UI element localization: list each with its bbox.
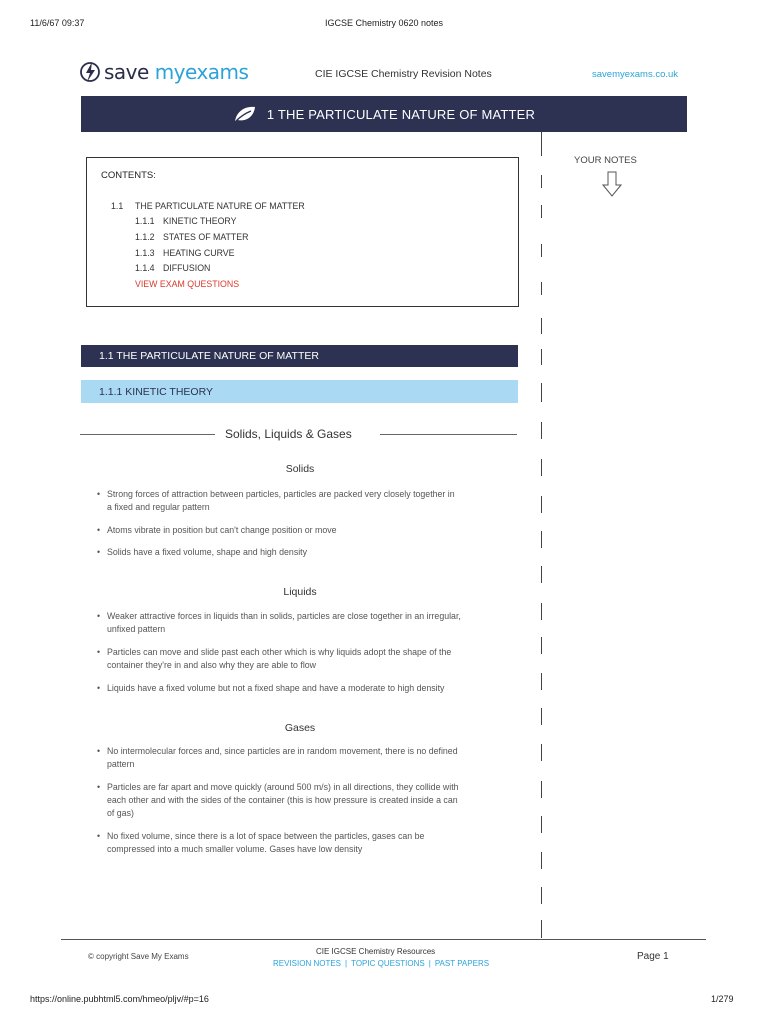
notes-divider — [541, 852, 542, 869]
notes-divider — [541, 531, 542, 548]
chapter-banner — [81, 96, 687, 132]
section-bar: 1.1 THE PARTICULATE NATURE OF MATTER — [81, 345, 518, 367]
chapter-title: 1 THE PARTICULATE NATURE OF MATTER — [266, 106, 536, 122]
contents-item[interactable]: 1.1.3 HEATING CURVE — [135, 248, 235, 258]
contents-box — [86, 157, 519, 307]
contents-item[interactable]: 1.1.2 STATES OF MATTER — [135, 232, 249, 242]
notes-divider — [541, 318, 542, 334]
list-item: • Particles are far apart and move quickly (around 500 m/s) in all directions, they collide with each other and with the sides of the container (this is how pressure is created inside a can of gas) — [97, 782, 459, 818]
topic-heading: Solids, Liquids & Gases — [221, 427, 356, 441]
notes-divider — [541, 781, 542, 798]
logo-text: save myexams — [104, 60, 249, 84]
list-item: • Particles can move and slide past each other which is why liquids adopt the shape of the container they're in and also why they are able to flow — [97, 647, 452, 670]
list-item: • Weaker attractive forces in liquids than in solids, particles are close together in an irregular, unfixed pattern — [97, 611, 461, 634]
print-datetime: 11/6/67 09:37 — [30, 18, 85, 28]
view-exam-questions-link[interactable]: VIEW EXAM QUESTIONS — [135, 279, 240, 289]
notes-divider — [541, 349, 542, 365]
notes-divider — [541, 383, 542, 402]
list-item: • No intermolecular forces and, since particles are in random movement, there is no defined pattern — [97, 746, 458, 769]
notes-divider — [541, 920, 542, 938]
solids-heading: Solids — [285, 463, 315, 475]
notes-divider — [541, 132, 542, 156]
subsection-bar: 1.1.1 KINETIC THEORY — [81, 380, 518, 403]
notes-divider — [541, 637, 542, 654]
lightning-icon — [80, 60, 100, 84]
print-page-count: 1/279 — [711, 994, 734, 1004]
notes-divider — [541, 673, 542, 690]
past-papers-link[interactable]: PAST PAPERS — [434, 959, 490, 968]
list-item: • Solids have a fixed volume, shape and high density — [97, 547, 308, 557]
footer-divider — [61, 939, 706, 940]
liquids-heading: Liquids — [283, 586, 317, 598]
notes-divider — [541, 175, 542, 188]
contents-item[interactable]: 1.1.1 KINETIC THEORY — [135, 216, 237, 226]
notes-divider — [541, 496, 542, 513]
list-item: • Strong forces of attraction between particles, particles are packed very closely together in a fixed and regular pattern — [97, 489, 455, 512]
copyright: © copyright Save My Exams — [88, 952, 189, 961]
site-link[interactable]: savemyexams.co.uk — [592, 69, 679, 80]
document-title: CIE IGCSE Chemistry Revision Notes — [315, 68, 492, 80]
leaf-icon — [233, 105, 257, 123]
notes-divider — [541, 816, 542, 833]
resources-title: CIE IGCSE Chemistry Resources — [316, 947, 436, 956]
list-item: • No fixed volume, since there is a lot of space between the particles, gases can be compressed into a much smaller volume. Gases have low density — [97, 831, 425, 854]
your-notes-label: YOUR NOTES — [574, 155, 637, 166]
gases-heading: Gases — [284, 722, 316, 734]
topic-questions-link[interactable]: TOPIC QUESTIONS — [351, 959, 425, 968]
revision-notes-link[interactable]: REVISION NOTES — [273, 959, 342, 968]
notes-divider — [541, 244, 542, 257]
notes-divider — [541, 282, 542, 295]
list-item: • Liquids have a fixed volume but not a fixed shape and have a moderate to high density — [97, 683, 445, 693]
notes-divider — [541, 603, 542, 620]
footer-links: REVISION NOTES | TOPIC QUESTIONS | PAST PAPERS — [273, 959, 490, 968]
notes-divider — [541, 205, 542, 218]
page-number: Page 1 — [637, 951, 669, 962]
print-title: IGCSE Chemistry 0620 notes — [324, 18, 444, 28]
contents-title: CONTENTS: — [101, 170, 156, 181]
list-item: • Atoms vibrate in position but can't change position or move — [97, 525, 337, 535]
notes-divider — [541, 566, 542, 583]
notes-divider — [541, 744, 542, 761]
contents-item[interactable]: 1.1.4 DIFFUSION — [135, 263, 211, 273]
arrow-down-icon — [602, 171, 622, 197]
notes-divider — [541, 887, 542, 904]
contents-item[interactable]: 1.1 THE PARTICULATE NATURE OF MATTER — [111, 201, 305, 211]
logo[interactable] — [80, 60, 248, 84]
print-url: https://online.pubhtml5.com/hmeo/pljv/#p=16 — [30, 994, 209, 1004]
notes-divider — [541, 422, 542, 439]
